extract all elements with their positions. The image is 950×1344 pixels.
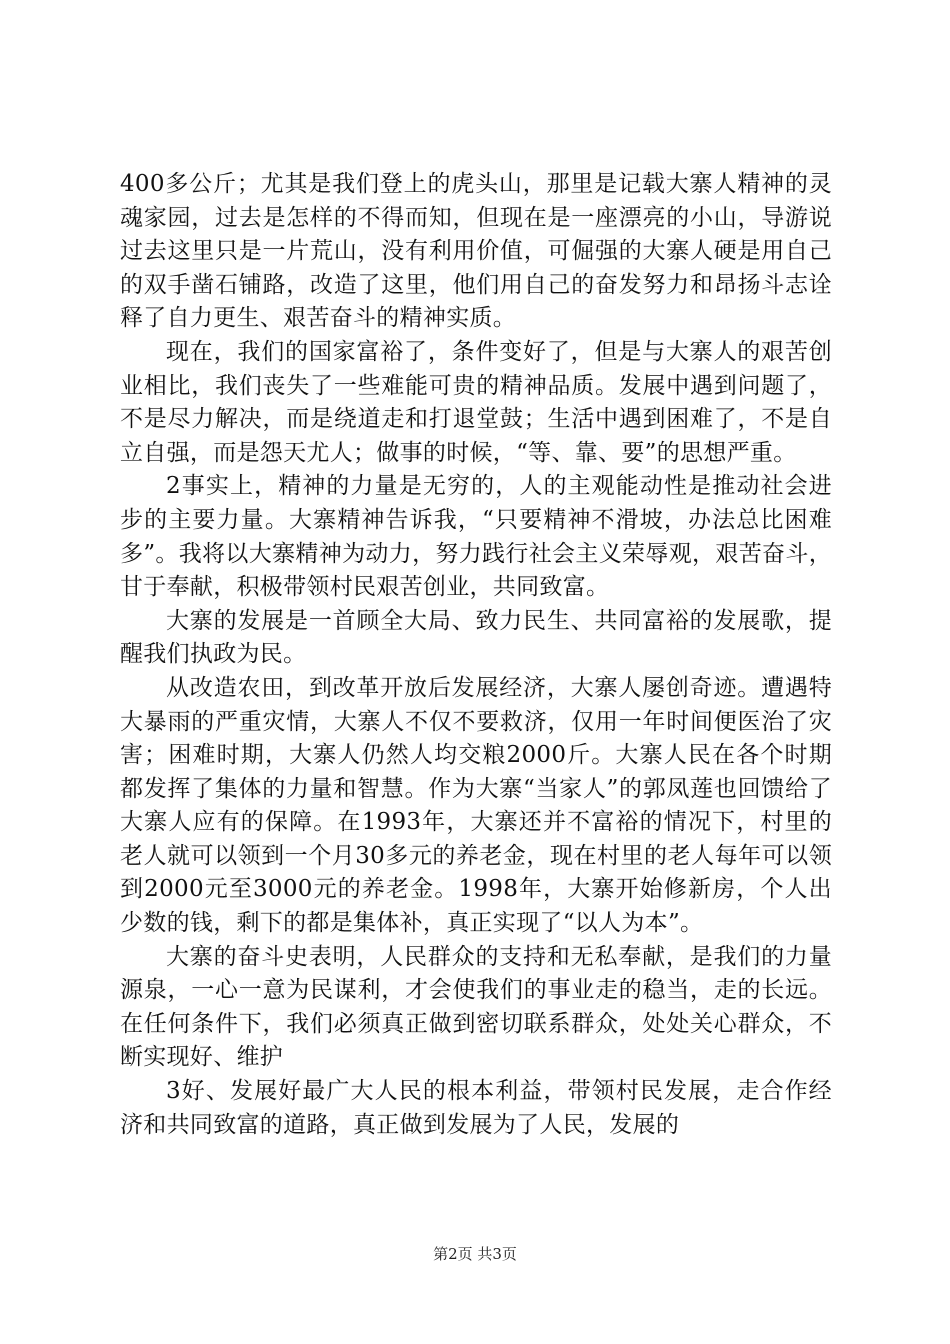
document-body bbox=[120, 168, 832, 1188]
paragraph-miracles: 从改造农田，到改革开放后发展经济，大寨人屡创奇迹。遭遇特大暴雨的严重灾情，大寨人不仅不要救济，仅用一年时间便医治了灾害；困难时期，大寨人仍然人均交粮2000斤。大寨人民在各个时期都发挥了集体的力量和智慧。作为大寨“当家人”的郭凤莲也回馈给了大寨人应有的保障。在1993年，大寨还并不富裕的情况下，村里的老人就可以领到一个月30多元的养老金，现在村里的老人每年可以领到2000元至3000元的养老金。1998年，大寨开始修新房，个人出少数的钱，剩下的都是集体补，真正实现了“以人为本”。 bbox=[120, 674, 832, 937]
paragraph-people-interest: 3好、发展好最广大人民的根本利益，带领村民发展，走合作经济和共同致富的道路，真正做到发展为了人民，发展的 bbox=[120, 1078, 832, 1138]
paragraph-spirit-loss: 现在，我们的国家富裕了，条件变好了，但是与大寨人的艰苦创业相比，我们丧失了一些难能可贵的精神品质。发展中遇到问题了，不是尽力解决，而是绕道走和打退堂鼓；生活中遇到困难了，不是自立自强，而是怨天尤人；做事的时候，“等、靠、要”的思想严重。 bbox=[120, 338, 832, 466]
paragraph-continuation: 400多公斤；尤其是我们登上的虎头山，那里是记载大寨人精神的灵魂家园，过去是怎样的不得而知，但现在是一座漂亮的小山，导游说过去这里只是一片荒山，没有利用价值，可倔强的大寨人硬是用自己的双手凿石铺路，改造了这里，他们用自己的奋发努力和昂扬斗志诠释了自力更生、艰苦奋斗的精神实质。 bbox=[120, 171, 832, 332]
paragraph-development-song: 大寨的发展是一首顾全大局、致力民生、共同富裕的发展歌，提醒我们执政为民。 bbox=[120, 607, 832, 668]
paragraph-spirit-power: 2事实上，精神的力量是无穷的，人的主观能动性是推动社会进步的主要力量。大寨精神告诉我，“只要精神不滑坡，办法总比困难多”。我将以大寨精神为动力，努力践行社会主义荣辱观，艰苦奋斗，甘于奉献，积极带领村民艰苦创业，共同致富。 bbox=[120, 473, 832, 601]
page-number-footer: 第2页 共3页 bbox=[433, 1245, 517, 1263]
paragraph-struggle-history: 大寨的奋斗史表明，人民群众的支持和无私奉献，是我们的力量源泉，一心一意为民谋利，才会使我们的事业走的稳当，走的长远。在任何条件下，我们必须真正做到密切联系群众，处处关心群众，不断实现好、维护 bbox=[120, 943, 832, 1071]
